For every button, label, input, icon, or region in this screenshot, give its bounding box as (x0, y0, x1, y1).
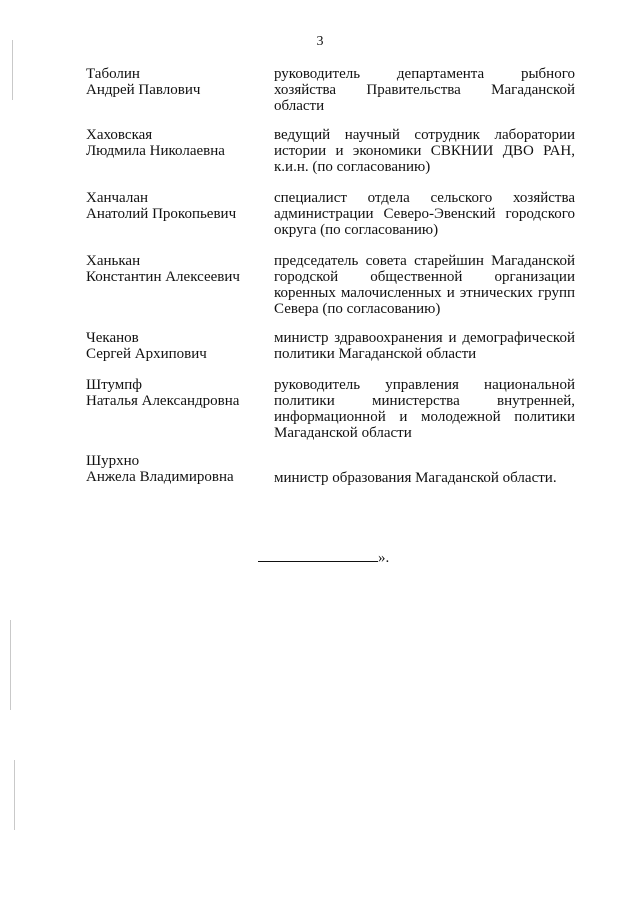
role-line: области (274, 98, 325, 114)
surname: Хаховская (86, 127, 153, 143)
role-line: министр образования Магаданской области. (274, 470, 557, 486)
person-name (86, 190, 261, 222)
given-names: Андрей Павлович (86, 82, 201, 98)
role-line: информационной и молодежной политики (274, 409, 575, 425)
role-line: к.и.н. (по согласованию) (274, 159, 431, 175)
person-role (274, 127, 575, 175)
person-role (274, 66, 575, 114)
person-name (86, 377, 261, 409)
role-line: городской общественной организации (274, 269, 575, 285)
role-line: Магаданской области (274, 425, 412, 441)
closing-mark (258, 549, 389, 567)
signature-rule (258, 549, 378, 562)
given-names: Анатолий Прокопьевич (86, 206, 237, 222)
role-line: политики министерства внутренней, (274, 393, 575, 409)
closing-quote: ». (378, 550, 390, 566)
given-names: Анжела Владимировна (86, 469, 234, 485)
scan-artifact (12, 40, 13, 100)
scan-artifact (14, 760, 15, 830)
person-name (86, 330, 261, 362)
role-line: руководитель департамента рыбного (274, 66, 575, 82)
person-role (274, 377, 575, 441)
surname: Ханькан (86, 253, 141, 269)
role-line: ведущий научный сотрудник лаборатории (274, 127, 575, 143)
role-line: руководитель управления национальной (274, 377, 575, 393)
surname: Чеканов (86, 330, 139, 346)
role-line: министр здравоохранения и демографической (274, 330, 575, 346)
role-line: истории и экономики СВКНИИ ДВО РАН, (274, 143, 575, 159)
person-name (86, 253, 261, 285)
person-name (86, 127, 261, 159)
surname: Таболин (86, 66, 140, 82)
role-line: специалист отдела сельского хозяйства (274, 190, 575, 206)
role-line: политики Магаданской области (274, 346, 477, 362)
role-line: округа (по согласованию) (274, 222, 439, 238)
given-names: Людмила Николаевна (86, 143, 225, 159)
person-name (86, 453, 261, 485)
given-names: Сергей Архипович (86, 346, 207, 362)
given-names: Константин Алексеевич (86, 269, 240, 285)
surname: Шурхно (86, 453, 140, 469)
given-names: Наталья Александровна (86, 393, 240, 409)
person-role (274, 190, 575, 238)
page-number: 3 (316, 34, 324, 49)
person-name (86, 66, 261, 98)
surname: Штумпф (86, 377, 143, 393)
role-line: администрации Северо-Эвенский городского (274, 206, 575, 222)
person-role (274, 253, 575, 317)
role-line: председатель совета старейшин Магаданской (274, 253, 575, 269)
role-line: хозяйства Правительства Магаданской (274, 82, 575, 98)
person-role (274, 330, 575, 362)
person-role (274, 470, 575, 486)
role-line: коренных малочисленных и этнических групп (274, 285, 575, 301)
role-line: Севера (по согласованию) (274, 301, 441, 317)
surname: Ханчалан (86, 190, 149, 206)
scan-artifact (10, 620, 11, 710)
